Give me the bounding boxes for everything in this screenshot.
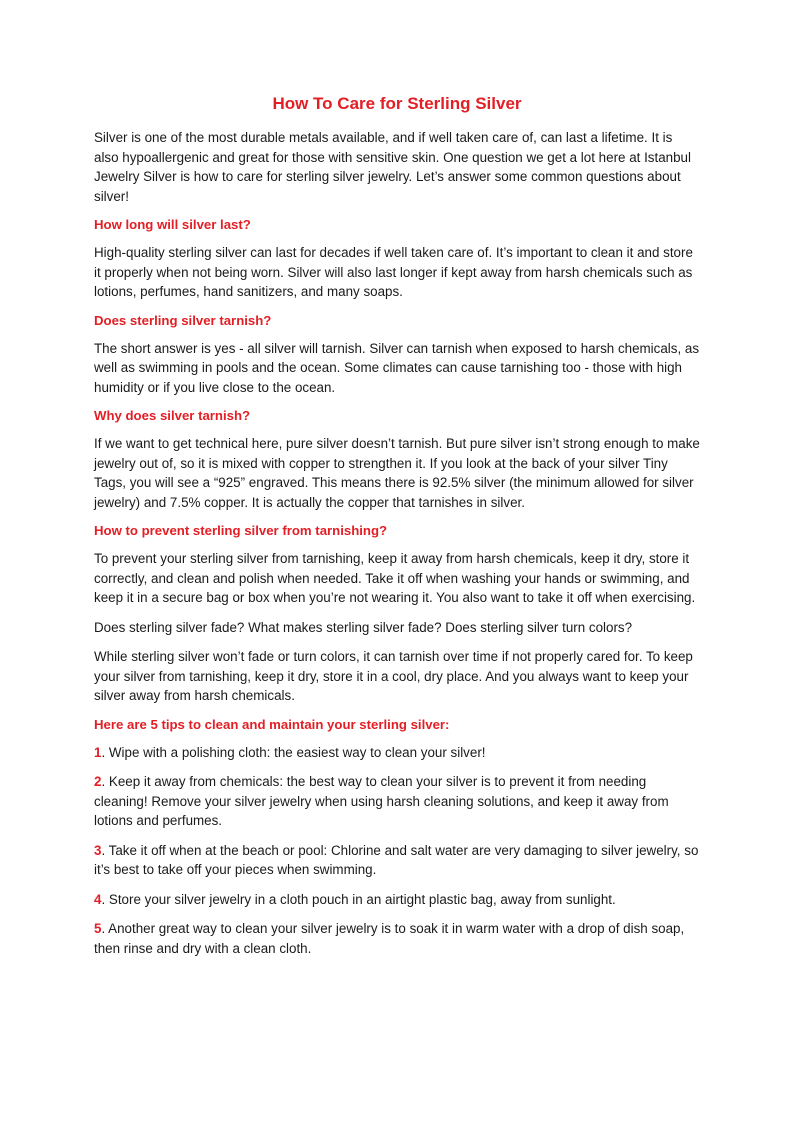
- tip-text: . Keep it away from chemicals: the best way to clean your silver is to prevent it from needing cleaning! Remove your silver jewelry when using harsh cleaning solutions, and keep it away from lotions and perfumes.: [94, 774, 669, 828]
- paragraph-fade-answer: While sterling silver won’t fade or turn colors, it can tarnish over time if not properly cared for. To keep your silver from tarnishing, keep it dry, store it in a cool, dry place. And you always want to keep your silver away from harsh chemicals.: [94, 649, 693, 703]
- heading-silver-lifespan: How long will silver last?: [94, 217, 251, 232]
- tip-item: [94, 890, 700, 910]
- tip-number: 4: [94, 891, 102, 907]
- tip-text: . Store your silver jewelry in a cloth pouch in an airtight plastic bag, away from sunlight.: [101, 891, 616, 907]
- paragraph-fade-questions: Does sterling silver fade? What makes sterling silver fade? Does sterling silver turn colors?: [94, 619, 633, 635]
- paragraph-does-silver-tarnish: The short answer is yes - all silver will tarnish. Silver can tarnish when exposed to harsh chemicals, as well as swimming in pools and the ocean. Some climates can cause tarnishing too - those with high humidity or if you live close to the ocean.: [94, 340, 700, 395]
- intro-paragraph: Silver is one of the most durable metals available, and if well taken care of, can last a lifetime. It is also hypoallergenic and great for those with sensitive skin. One question we get a lot here at Istanbul Jewelry Silver is how to care for sterling silver jewelry. Let’s answer some common questions about silver!: [94, 130, 691, 204]
- heading-prevent-tarnish: How to prevent sterling silver from tarnishing?: [94, 523, 388, 538]
- tip-number: 1: [94, 744, 102, 760]
- tip-item: [94, 919, 700, 958]
- paragraph-silver-lifespan: High-quality sterling silver can last for decades if well taken care of. It’s important to clean it and store it properly when not being worn. Silver will also last longer if kept away from harsh chemicals such as lotions, perfumes, hand sanitizers, and many soaps.: [94, 245, 693, 299]
- tip-text: . Wipe with a polishing cloth: the easiest way to clean your silver!: [101, 744, 486, 760]
- paragraph-why-silver-tarnishes: If we want to get technical here, pure silver doesn’t tarnish. But pure silver isn’t strong enough to make jewelry out of, so it is mixed with copper to strengthen it. If you look at the back of your silver Tiny Tags, you will see a “925” engraved. This means there is 92.5% silver (the minimum allowed for silver jewelry) and 7.5% copper. It is actually the copper that tarnishes in silver.: [94, 436, 700, 510]
- heading-tips: Here are 5 tips to clean and maintain your sterling silver:: [94, 716, 450, 732]
- tip-number: 5: [94, 921, 102, 936]
- page-title: How To Care for Sterling Silver: [272, 94, 522, 113]
- heading-why-silver-tarnishes: Why does silver tarnish?: [94, 408, 251, 423]
- tip-item: [94, 772, 700, 831]
- tip-item: [94, 841, 700, 880]
- paragraph-prevent-tarnish: To prevent your sterling silver from tarnishing, keep it away from harsh chemicals, keep it dry, store it correctly, and clean and polish when needed. Take it off when washing your hands or swimming, and keep it in a secure bag or box when you’re not wearing it. You also want to take it off when exercising.: [94, 551, 696, 605]
- tip-number: 3: [94, 842, 102, 858]
- tip-number: 2: [94, 774, 102, 789]
- document-page: [94, 94, 700, 968]
- tip-text: . Another great way to clean your silver jewelry is to soak it in warm water with a drop of dish soap, then rinse and dry with a clean cloth.: [94, 921, 685, 956]
- tip-text: . Take it off when at the beach or pool: Chlorine and salt water are very damaging to silver jewelry, so it’s best to take off your pieces when swimming.: [94, 842, 699, 877]
- tip-item: [94, 743, 700, 763]
- heading-does-silver-tarnish: Does sterling silver tarnish?: [94, 312, 272, 328]
